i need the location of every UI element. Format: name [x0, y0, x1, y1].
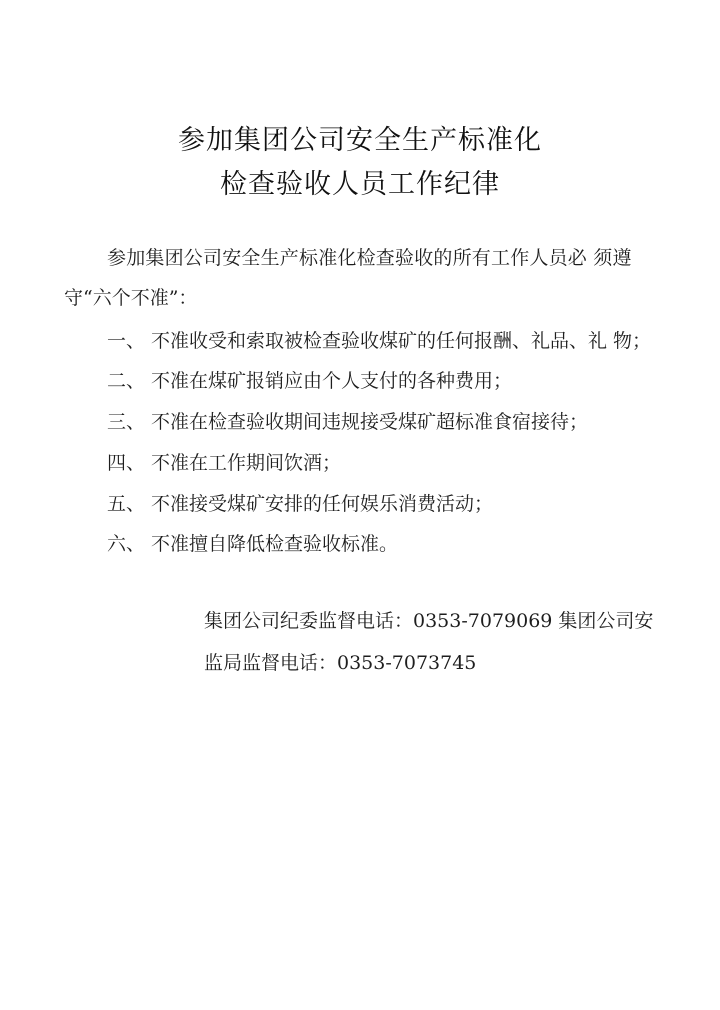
- rule-number: 五、: [107, 493, 146, 515]
- document-title-line1: 参加集团公司安全生产标准化: [178, 125, 542, 156]
- intro-paragraph-line1: 参加集团公司安全生产标准化检查验收的所有工作人员必 须遵: [107, 247, 632, 269]
- rule-item: [107, 533, 398, 555]
- rule-item: [107, 411, 588, 433]
- rule-text: 不准在检查验收期间违规接受煤矿超标准食宿接待；: [151, 411, 589, 433]
- rule-item: [107, 370, 512, 392]
- rule-item: [107, 330, 651, 352]
- rule-text: 不准擅自降低检查验收标准。: [151, 533, 399, 555]
- rule-number: 一、: [107, 330, 146, 352]
- rule-text: 不准在煤矿报销应由个人支付的各种费用；: [151, 370, 513, 392]
- intro-paragraph-line2: 守“六个不准”：: [64, 287, 198, 309]
- contact-line1: 集团公司纪委监督电话：0353-7079069 集团公司安: [204, 610, 654, 632]
- rule-number: 二、: [107, 370, 146, 392]
- rule-text: 不准在工作期间饮酒；: [151, 452, 342, 474]
- rule-item: [107, 493, 493, 515]
- rule-text: 不准接受煤矿安排的任何娱乐消费活动；: [151, 493, 494, 515]
- rule-number: 三、: [107, 411, 146, 433]
- document-title-line2: 检查验收人员工作纪律: [220, 169, 500, 200]
- rule-text: 不准收受和索取被检查验收煤矿的任何报酬、礼品、礼 物；: [151, 330, 652, 352]
- rule-number: 六、: [107, 533, 146, 555]
- rule-number: 四、: [107, 452, 146, 474]
- rule-item: [107, 452, 341, 474]
- contact-line2: 监局监督电话：0353-7073745: [204, 652, 477, 674]
